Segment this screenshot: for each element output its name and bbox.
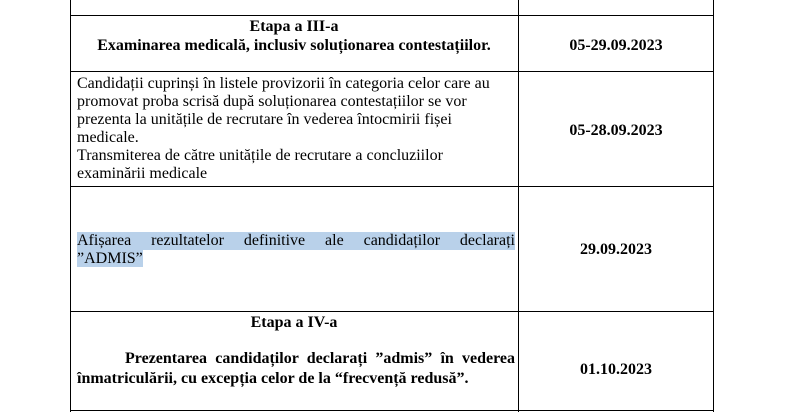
row-text-line: înmatriculării, cu excepția celor de la “frecvență redusă”. xyxy=(77,370,469,387)
stage-description: Examinarea medicală, inclusiv soluționarea contestațiilor. xyxy=(97,37,491,54)
selected-text-fragment[interactable]: ”ADMIS” xyxy=(77,250,143,267)
row-date: 01.10.2023 xyxy=(580,361,652,378)
column-divider xyxy=(518,0,519,412)
row-border xyxy=(70,410,714,411)
row-border xyxy=(70,15,714,16)
stage-date: 05-29.09.2023 xyxy=(569,37,663,54)
row-border xyxy=(70,71,714,72)
selected-text-line[interactable] xyxy=(77,250,143,268)
row-date: 29.09.2023 xyxy=(580,241,652,258)
stage-heading: Etapa a III-a xyxy=(249,18,339,35)
row-text-line: promovat proba scrisă după soluționarea contestațiilor se vor xyxy=(77,93,467,110)
row-text-line: examinării medicale xyxy=(77,165,208,182)
table-left-border xyxy=(70,0,71,412)
row-border xyxy=(70,186,714,187)
row-text-line: prezenta la unitățile de recrutare în vederea întocmirii fișei xyxy=(77,111,452,128)
stage-heading: Etapa a IV-a xyxy=(250,314,338,331)
selected-text-line[interactable]: Afișarea rezultatelor definitive ale candidaților declarați xyxy=(77,232,515,249)
row-text-line: Prezentarea candidaților declarați ”admis” în vederea xyxy=(125,350,515,367)
row-date: 05-28.09.2023 xyxy=(569,122,663,139)
table-right-border xyxy=(713,0,714,412)
row-border xyxy=(70,311,714,312)
row-text-line: Transmiterea de către unitățile de recrutare a concluziilor xyxy=(77,147,443,164)
row-text-line: Candidații cuprinși în listele provizorii în categoria celor care au xyxy=(77,75,490,92)
row-text-line: medicale. xyxy=(77,129,139,146)
